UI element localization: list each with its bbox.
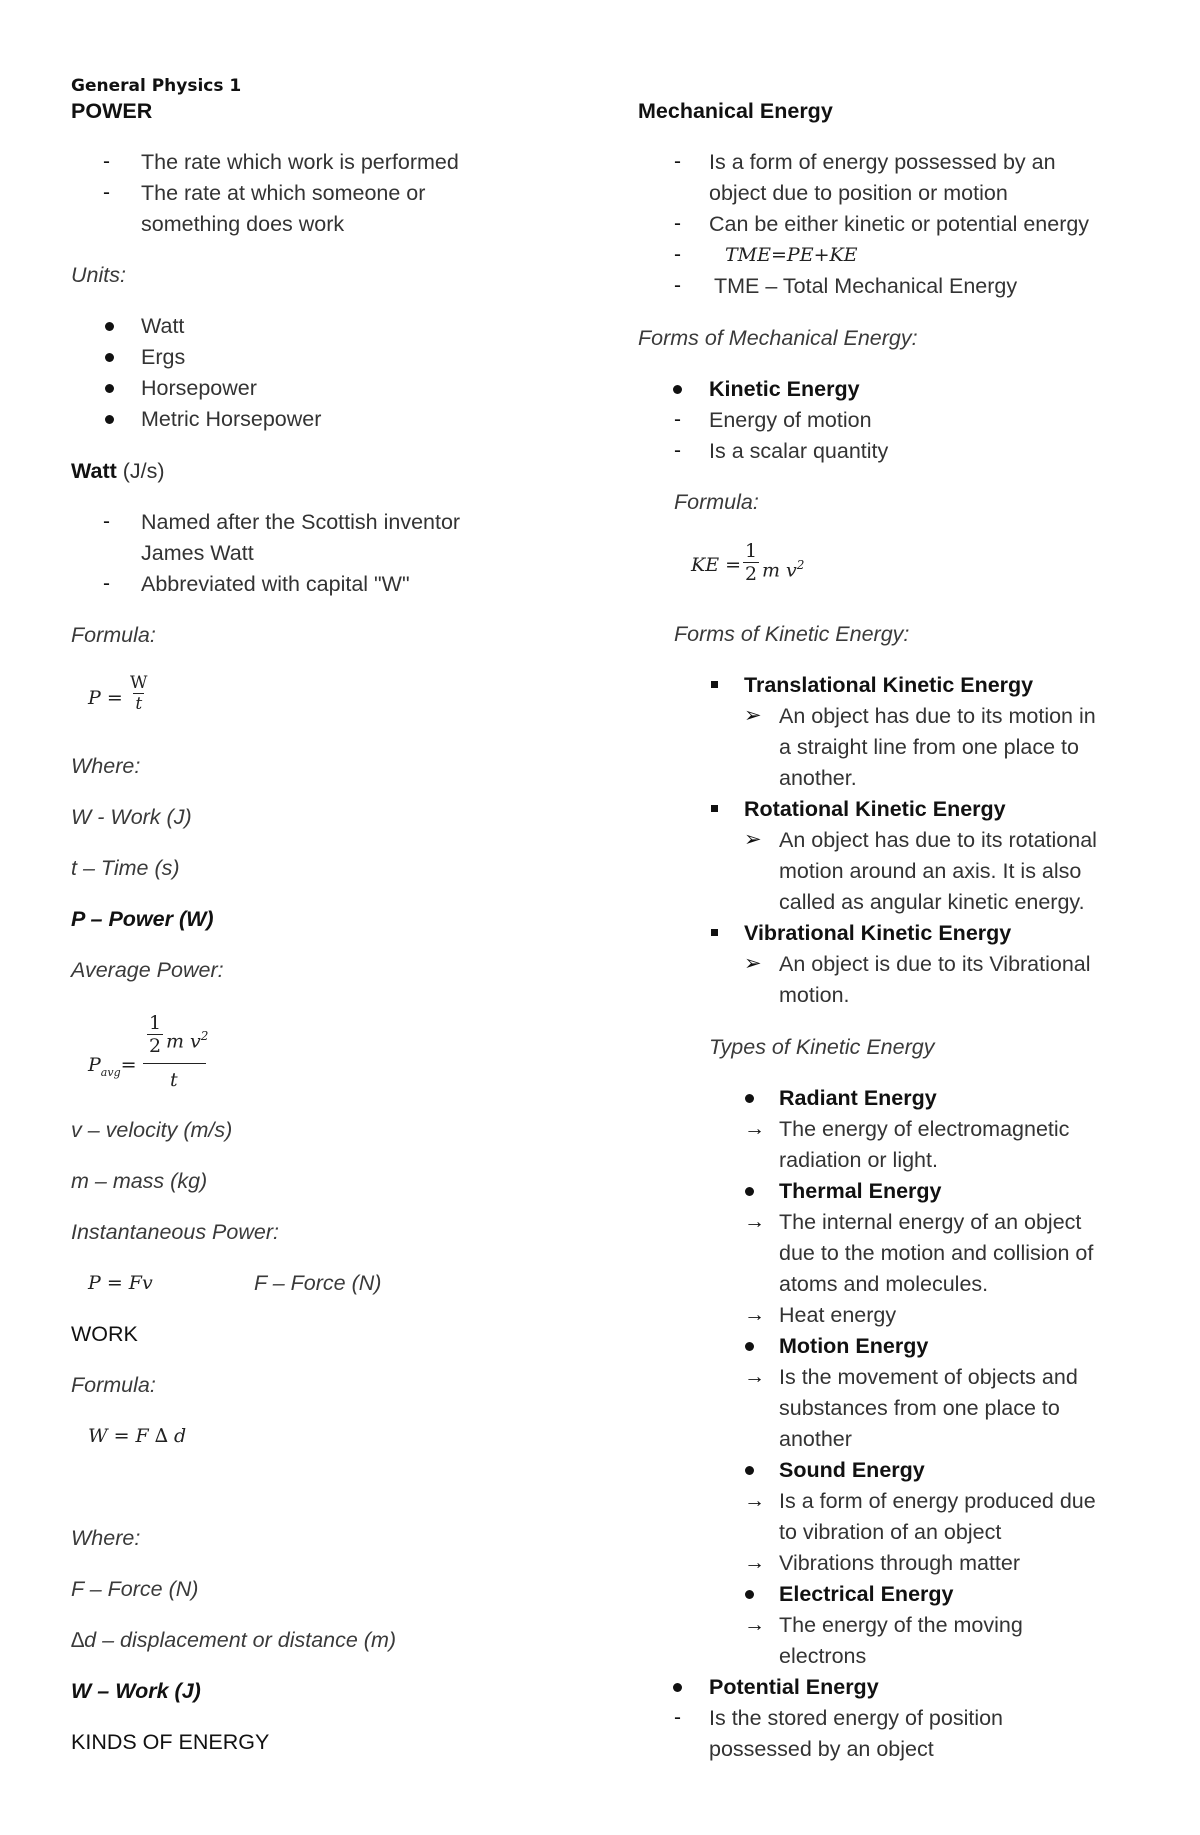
work-definition: W – Work (J) xyxy=(71,1679,201,1703)
right-arrow-icon: → xyxy=(744,1303,765,1326)
power-def-2: The rate at which someone or xyxy=(141,181,426,205)
power-def-1: The rate which work is performed xyxy=(141,150,459,174)
instantaneous-formula: P = Fv xyxy=(88,1272,153,1294)
motion-line-2: substances from one place to xyxy=(779,1396,1060,1420)
square-bullet xyxy=(711,929,718,936)
pe-def-2: possessed by an object xyxy=(709,1737,934,1761)
rotational-title: Rotational Kinetic Energy xyxy=(744,797,1006,821)
motion-line-1: Is the movement of objects and xyxy=(779,1365,1078,1389)
w-definition: W - Work (J) xyxy=(71,805,192,829)
mech-def-5: TME – Total Mechanical Energy xyxy=(714,274,1018,298)
dash-bullet: - xyxy=(674,274,681,297)
avg-den: t xyxy=(170,1069,178,1091)
instantaneous-power-label: Instantaneous Power: xyxy=(71,1220,279,1244)
rotational-line-3: called as angular kinetic energy. xyxy=(779,890,1085,914)
vibrational-line-1: An object is due to its Vibrational xyxy=(779,952,1091,976)
motion-line-3: another xyxy=(779,1427,852,1451)
avg-p: P xyxy=(88,1054,101,1076)
displacement-definition: ∆d – displacement or distance (m) xyxy=(71,1628,397,1652)
radiant-title: Radiant Energy xyxy=(779,1086,937,1110)
translational-title: Translational Kinetic Energy xyxy=(744,673,1034,697)
watt-heading-line xyxy=(71,458,165,484)
ke-half-den: 2 xyxy=(745,563,758,585)
work-where-label: Where: xyxy=(71,1526,141,1550)
arrowhead-icon: ➢ xyxy=(744,704,762,727)
right-arrow-icon: → xyxy=(744,1551,765,1574)
round-bullet xyxy=(673,385,682,394)
electrical-line-2: electrons xyxy=(779,1644,867,1668)
round-bullet xyxy=(745,1590,754,1599)
avg-subscript: avg xyxy=(100,1065,121,1079)
ke-formula-lhs: KE = xyxy=(691,554,742,576)
dash-bullet: - xyxy=(674,150,681,173)
thermal-line-1: The internal energy of an object xyxy=(779,1210,1082,1234)
force-definition: F – Force (N) xyxy=(71,1577,199,1601)
f-definition: F – Force (N) xyxy=(254,1271,382,1295)
right-arrow-icon: → xyxy=(744,1489,765,1512)
sound-line-3: Vibrations through matter xyxy=(779,1551,1021,1575)
power-formula-fraction xyxy=(128,673,149,714)
square-bullet xyxy=(711,681,718,688)
translational-line-1: An object has due to its motion in xyxy=(779,704,1096,728)
avg-square: 2 xyxy=(200,1029,209,1043)
forms-mechanical-label: Forms of Mechanical Energy: xyxy=(638,326,918,350)
avg-formula-lhs xyxy=(88,1052,137,1086)
ke-formula-label: Formula: xyxy=(674,490,759,514)
formula-label: Formula: xyxy=(71,623,156,647)
potential-energy-heading: Potential Energy xyxy=(709,1675,879,1699)
page-header-title: General Physics 1 xyxy=(71,76,242,96)
thermal-line-4: Heat energy xyxy=(779,1303,897,1327)
motion-title: Motion Energy xyxy=(779,1334,929,1358)
dash-bullet: - xyxy=(674,243,681,266)
p-definition: P – Power (W) xyxy=(71,907,214,931)
work-formula: W = F ∆ d xyxy=(88,1425,187,1447)
round-bullet xyxy=(105,353,114,362)
round-bullet xyxy=(745,1094,754,1103)
translational-line-2: a straight line from one place to xyxy=(779,735,1079,759)
sound-title: Sound Energy xyxy=(779,1458,925,1482)
mech-def-2: object due to position or motion xyxy=(709,181,1008,205)
round-bullet xyxy=(105,415,114,424)
unit-item: Watt xyxy=(141,314,185,338)
ke-def-2: Is a scalar quantity xyxy=(709,439,889,463)
mechanical-energy-heading: Mechanical Energy xyxy=(638,99,833,123)
ke-half-num: 1 xyxy=(745,540,758,562)
avg-fraction-bar xyxy=(143,1063,206,1064)
ke-mv2 xyxy=(762,552,804,583)
work-heading: WORK xyxy=(71,1322,138,1346)
watt-unit: (J/s) xyxy=(116,459,165,483)
thermal-line-3: atoms and molecules. xyxy=(779,1272,989,1296)
ke-def-1: Energy of motion xyxy=(709,408,872,432)
where-label: Where: xyxy=(71,754,141,778)
thermal-line-2: due to the motion and collision of xyxy=(779,1241,1094,1265)
round-bullet xyxy=(105,322,114,331)
sound-line-2: to vibration of an object xyxy=(779,1520,1002,1544)
rotational-line-2: motion around an axis. It is also xyxy=(779,859,1082,883)
dash-bullet: - xyxy=(103,572,110,595)
t-definition: t – Time (s) xyxy=(71,856,180,880)
avg-half-den: 2 xyxy=(149,1035,162,1057)
arrowhead-icon: ➢ xyxy=(744,952,762,975)
avg-equals: = xyxy=(120,1054,137,1076)
dash-bullet: - xyxy=(103,510,110,533)
electrical-line-1: The energy of the moving xyxy=(779,1613,1023,1637)
forms-kinetic-label: Forms of Kinetic Energy: xyxy=(674,622,910,646)
radiant-line-2: radiation or light. xyxy=(779,1148,938,1172)
types-kinetic-label: Types of Kinetic Energy xyxy=(709,1035,935,1059)
watt-def-2: James Watt xyxy=(141,541,254,565)
kinds-of-energy-heading: KINDS OF ENERGY xyxy=(71,1730,270,1754)
dash-bullet: - xyxy=(674,439,681,462)
watt-heading: Watt xyxy=(71,459,117,483)
vibrational-line-2: motion. xyxy=(779,983,850,1007)
right-arrow-icon: → xyxy=(744,1365,765,1388)
power-def-3: something does work xyxy=(141,212,345,236)
average-power-label: Average Power: xyxy=(71,958,224,982)
dash-bullet: - xyxy=(674,408,681,431)
right-arrow-icon: → xyxy=(744,1210,765,1233)
ke-square: 2 xyxy=(796,558,805,572)
tme-formula: TME=PE+KE xyxy=(725,244,858,266)
sound-line-1: Is a form of energy produced due xyxy=(779,1489,1096,1513)
radiant-line-1: The energy of electromagnetic xyxy=(779,1117,1070,1141)
watt-def-3: Abbreviated with capital "W" xyxy=(141,572,410,596)
power-formula-num: W xyxy=(130,673,148,693)
mech-def-3: Can be either kinetic or potential energy xyxy=(709,212,1090,236)
kinetic-energy-heading: Kinetic Energy xyxy=(709,377,860,401)
electrical-title: Electrical Energy xyxy=(779,1582,954,1606)
ke-half-fraction xyxy=(743,540,759,585)
avg-half-fraction xyxy=(147,1012,163,1057)
vibrational-title: Vibrational Kinetic Energy xyxy=(744,921,1012,945)
round-bullet xyxy=(745,1187,754,1196)
round-bullet xyxy=(745,1466,754,1475)
round-bullet xyxy=(745,1342,754,1351)
avg-mv2 xyxy=(166,1023,208,1054)
dash-bullet: - xyxy=(674,1706,681,1729)
arrowhead-icon: ➢ xyxy=(744,828,762,851)
unit-item: Horsepower xyxy=(141,376,257,400)
unit-item: Ergs xyxy=(141,345,186,369)
round-bullet xyxy=(673,1683,682,1692)
right-arrow-icon: → xyxy=(744,1613,765,1636)
work-formula-label: Formula: xyxy=(71,1373,156,1397)
avg-half-num: 1 xyxy=(149,1012,162,1034)
dash-bullet: - xyxy=(103,181,110,204)
round-bullet xyxy=(105,384,114,393)
square-bullet xyxy=(711,805,718,812)
power-heading: POWER xyxy=(71,99,153,123)
power-formula-den: t xyxy=(135,694,143,714)
pe-def-1: Is the stored energy of position xyxy=(709,1706,1004,1730)
right-arrow-icon: → xyxy=(744,1117,765,1140)
units-label: Units: xyxy=(71,263,126,287)
ke-mv: m v xyxy=(762,559,797,582)
watt-def-1: Named after the Scottish inventor xyxy=(141,510,461,534)
m-definition: m – mass (kg) xyxy=(71,1169,208,1193)
rotational-line-1: An object has due to its rotational xyxy=(779,828,1097,852)
avg-mv: m v xyxy=(166,1030,201,1053)
thermal-title: Thermal Energy xyxy=(779,1179,942,1203)
mech-def-1: Is a form of energy possessed by an xyxy=(709,150,1056,174)
dash-bullet: - xyxy=(103,150,110,173)
translational-line-3: another. xyxy=(779,766,857,790)
power-formula-lhs: P = xyxy=(88,687,123,709)
v-definition: v – velocity (m/s) xyxy=(71,1118,233,1142)
dash-bullet: - xyxy=(674,212,681,235)
unit-item: Metric Horsepower xyxy=(141,407,322,431)
